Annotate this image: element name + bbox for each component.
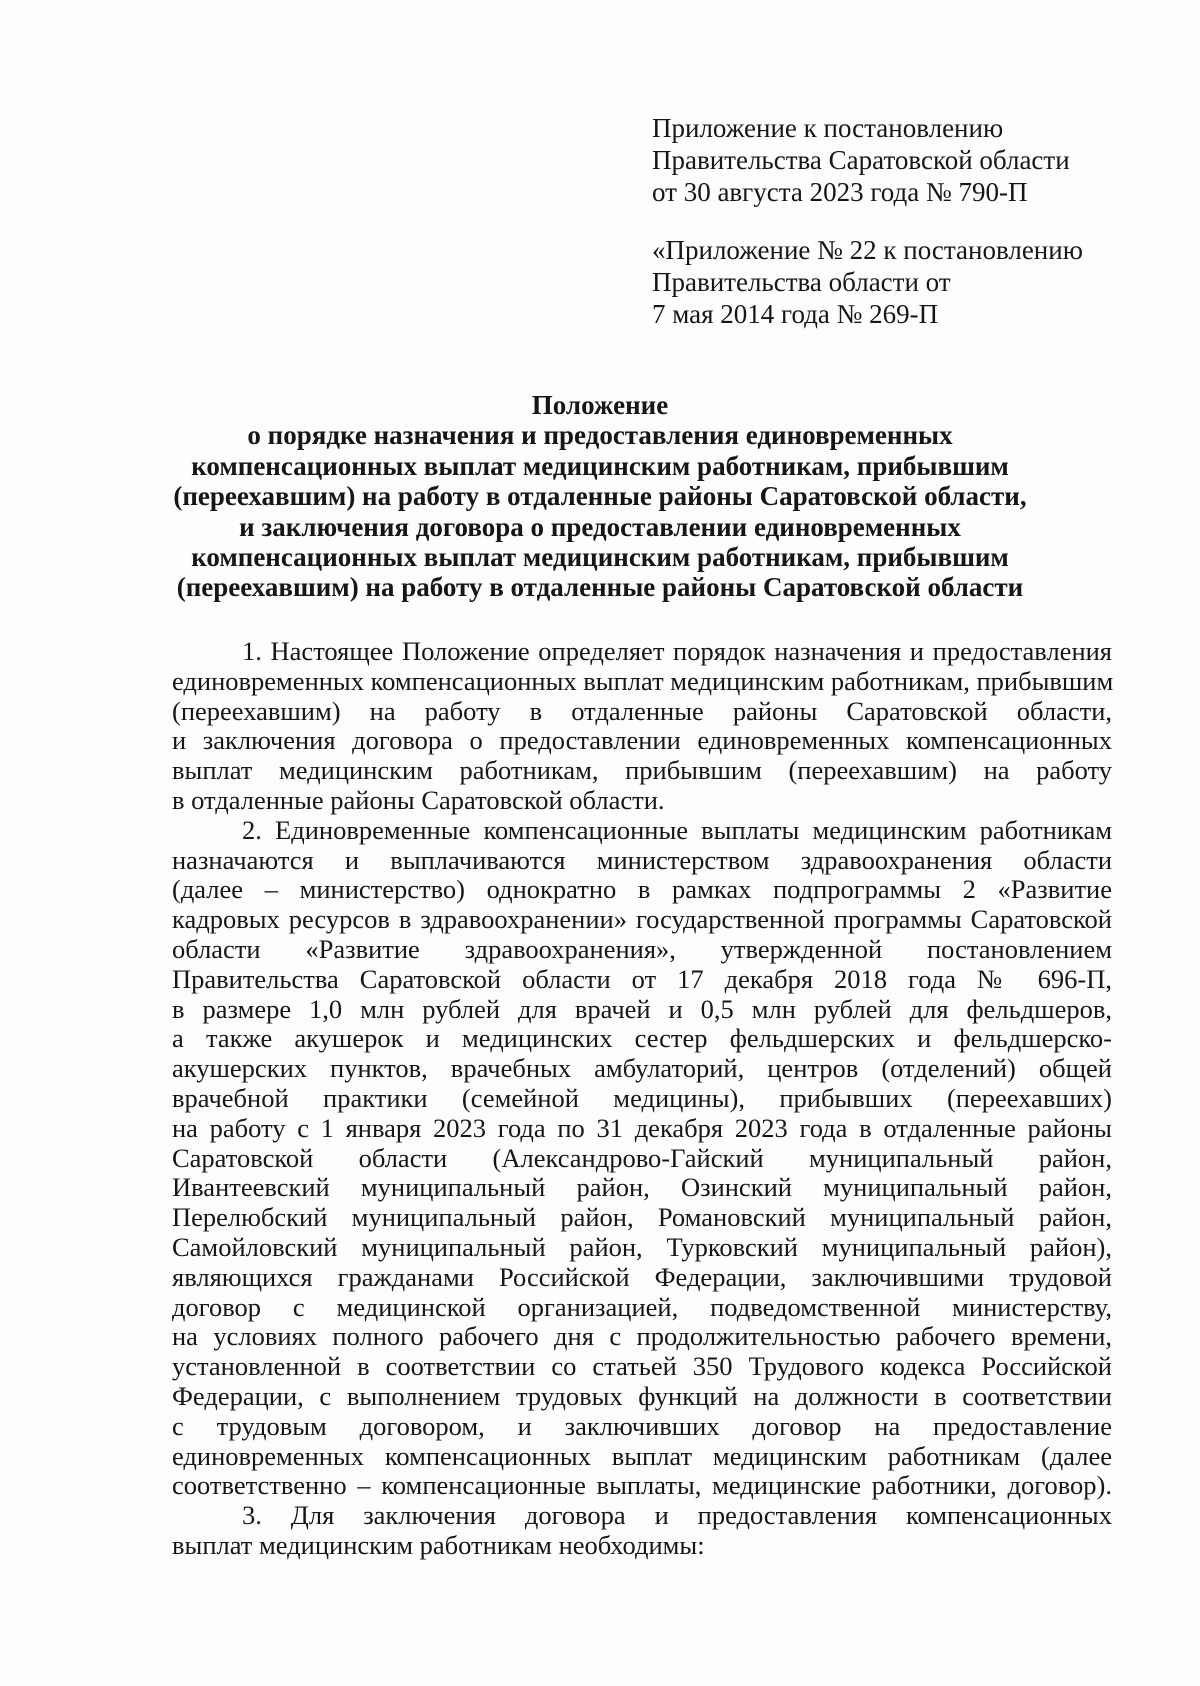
appendix-line: от 30 августа 2023 года № 790-П [652,177,1028,207]
paragraph-line: являющихся гражданами Российской Федерации, заключившими трудовой [172,1261,1112,1292]
paragraph-2 [172,816,1112,1501]
title-line: (переехавшим) на работу в отдаленные районы Саратовской области [176,572,1024,603]
appendix-line: «Приложение № 22 к постановлению [652,235,1083,265]
title-line: Положение [531,390,669,420]
paragraph-line: назначаются и выплачиваются министерством здравоохранения области [172,844,1112,875]
paragraph-line: 2. Единовременные компенсационные выплаты медицинским работникам [242,814,1112,845]
appendix-line: Приложение к постановлению [652,113,1004,143]
paragraph-line: выплат медицинским работникам необходимы: [172,1529,705,1560]
paragraph-1 [172,637,1112,816]
title-line: (переехавшим) на работу в отдаленные районы Саратовской области, [173,481,1027,512]
paragraph-line: единовременных компенсационных выплат медицинским работникам, прибывшим [172,665,1114,696]
paragraph-line: Перелюбский муниципальный район, Романовский муниципальный район, [172,1202,1112,1233]
paragraph-line: выплат медицинским работникам, прибывшим (переехавшим) на работу [172,755,1112,786]
appendix-line: 7 мая 2014 года № 269-П [652,299,939,329]
paragraph-line: врачебной практики (семейной медицины), прибывших (переехавших) [172,1082,1112,1113]
title-line: и заключения договора о предоставлении единовременных [239,511,961,542]
paragraph-line: на работу с 1 января 2023 года по 31 декабря 2023 года в отдаленные районы [172,1112,1112,1143]
paragraph-line: на условиях полного рабочего дня с продолжительностью рабочего времени, [172,1321,1112,1352]
appendix-line: Правительства области от [652,267,951,297]
paragraph-line: единовременных компенсационных выплат медицинским работникам (далее [172,1440,1112,1471]
paragraph-line: соответственно – компенсационные выплаты, медицинские работники, договор). [172,1470,1112,1501]
appendix-reference [652,112,1172,330]
document-body [172,637,1112,1561]
paragraph-line: в отдаленные районы Саратовской области. [172,784,665,815]
paragraph-line: (далее – министерство) однократно в рамках подпрограммы 2 «Развитие [172,874,1112,905]
paragraph-line: Саратовской области (Александрово-Гайский муниципальный район, [172,1142,1112,1173]
paragraph-line: Самойловский муниципальный район, Турковский муниципальный район), [172,1231,1112,1262]
title-line: о порядке назначения и предоставления единовременных [247,420,953,451]
paragraph-line: 3. Для заключения договора и предоставления компенсационных [242,1500,1112,1531]
paragraph-line: а также акушерок и медицинских сестер фельдшерских и фельдшерско- [172,1023,1112,1054]
title-line: компенсационных выплат медицинским работникам, прибывшим [191,450,1009,481]
paragraph-line: 1. Настоящее Положение определяет порядок назначения и предоставления [242,636,1112,666]
paragraph-line: кадровых ресурсов в здравоохранении» государственной программы Саратовской [172,904,1112,935]
paragraph-line: (переехавшим) на работу в отдаленные районы Саратовской области, [172,695,1112,726]
paragraph-line: Ивантеевский муниципальный район, Озинский муниципальный район, [172,1172,1112,1203]
paragraph-line: установленной в соответствии со статьей 350 Трудового кодекса Российской [172,1351,1112,1382]
paragraph-line: области «Развитие здравоохранения», утвержденной постановлением [172,933,1112,964]
paragraph-line: Федерации, с выполнением трудовых функций на должности в соответствии [172,1380,1112,1411]
paragraph-3 [172,1501,1112,1561]
title-line: компенсационных выплат медицинским работникам, прибывшим [191,542,1009,573]
paragraph-line: Правительства Саратовской области от 17 декабря 2018 года № 696-П, [172,963,1112,994]
paragraph-line: и заключения договора о предоставлении единовременных компенсационных [172,725,1112,756]
paragraph-line: акушерских пунктов, врачебных амбулаторий, центров (отделений) общей [172,1053,1112,1084]
paragraph-line: с трудовым договором, и заключивших договор на предоставление [172,1410,1112,1441]
appendix-spacer [652,208,1172,234]
paragraph-line: в размере 1,0 млн рублей для врачей и 0,5 млн рублей для фельдшеров, [172,993,1112,1024]
appendix-line: Правительства Саратовской области [652,145,1070,175]
paragraph-line: договор с медицинской организацией, подведомственной министерству, [172,1291,1112,1322]
document-title [150,390,1050,603]
